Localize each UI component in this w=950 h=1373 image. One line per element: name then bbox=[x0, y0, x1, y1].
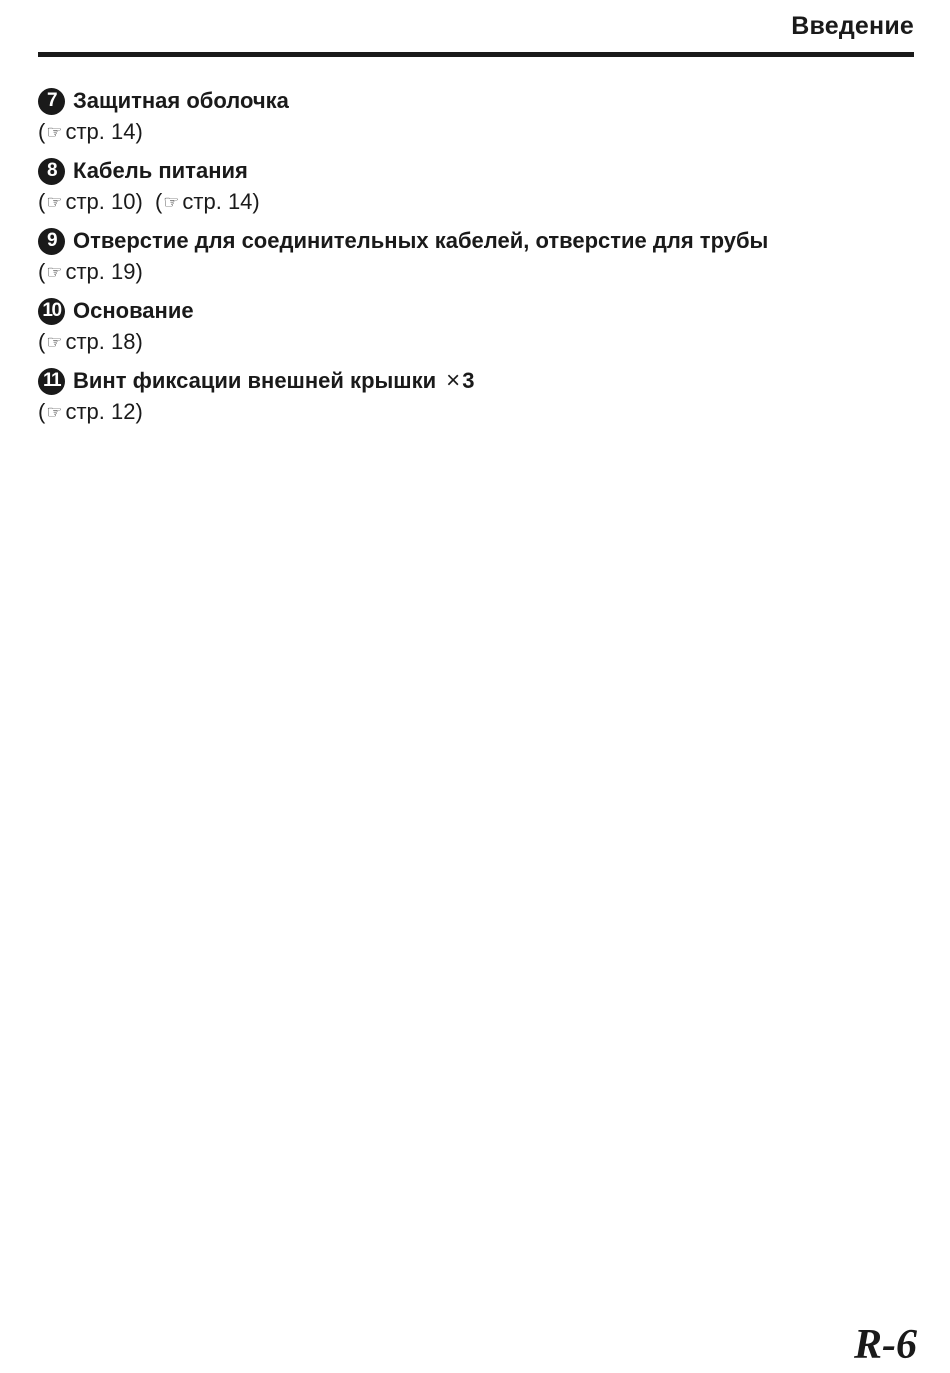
part-name: Защитная оболочка bbox=[73, 88, 289, 113]
section-title: Введение bbox=[791, 12, 914, 40]
part-name: Винт фиксации внешней крышки bbox=[73, 368, 437, 393]
page-reference[interactable]: (☞ стр. 14) bbox=[155, 189, 260, 214]
number-badge-icon: 9 bbox=[38, 228, 65, 255]
part-title-row bbox=[38, 366, 914, 396]
pointing-hand-icon: ☞ bbox=[46, 402, 63, 422]
reference-text: стр. 18 bbox=[65, 329, 136, 354]
reference-text: стр. 10 bbox=[65, 189, 136, 214]
part-title-row bbox=[38, 296, 914, 326]
part-name: Кабель питания bbox=[73, 158, 248, 183]
page-references bbox=[38, 256, 914, 288]
part-item-7 bbox=[38, 86, 914, 148]
page-references bbox=[38, 396, 914, 428]
page-reference[interactable]: (☞ стр. 19) bbox=[38, 259, 143, 284]
reference-text: стр. 19 bbox=[65, 259, 136, 284]
number-badge-icon: 7 bbox=[38, 88, 65, 115]
page-reference[interactable]: (☞ стр. 14) bbox=[38, 119, 143, 144]
part-name: Отверстие для соединительных кабелей, отверстие для трубы bbox=[73, 228, 769, 253]
pointing-hand-icon: ☞ bbox=[163, 192, 180, 212]
part-title-row bbox=[38, 156, 914, 186]
reference-text: стр. 14 bbox=[65, 119, 136, 144]
part-item-8 bbox=[38, 156, 914, 218]
pointing-hand-icon: ☞ bbox=[46, 332, 63, 352]
quantity: 3 bbox=[462, 368, 475, 393]
part-item-11 bbox=[38, 366, 914, 428]
pointing-hand-icon: ☞ bbox=[46, 262, 63, 282]
number-badge-icon: 8 bbox=[38, 158, 65, 185]
page-reference[interactable]: (☞ стр. 18) bbox=[38, 329, 143, 354]
number-badge-icon: 10 bbox=[38, 298, 65, 325]
part-title-row bbox=[38, 86, 914, 116]
reference-text: стр. 12 bbox=[65, 399, 136, 424]
reference-text: стр. 14 bbox=[182, 189, 253, 214]
pointing-hand-icon: ☞ bbox=[46, 192, 63, 212]
multiplier-sign: × bbox=[446, 367, 461, 394]
part-item-10 bbox=[38, 296, 914, 358]
part-title-row bbox=[38, 226, 914, 256]
page-reference[interactable]: (☞ стр. 10) bbox=[38, 189, 143, 214]
header-divider bbox=[38, 52, 914, 57]
parts-list bbox=[38, 86, 914, 436]
part-item-9 bbox=[38, 226, 914, 288]
page-references bbox=[38, 186, 914, 218]
page-references bbox=[38, 116, 914, 148]
page-references bbox=[38, 326, 914, 358]
number-badge-icon: 11 bbox=[38, 368, 65, 395]
page-number: R-6 bbox=[854, 1322, 917, 1368]
page-reference[interactable]: (☞ стр. 12) bbox=[38, 399, 143, 424]
pointing-hand-icon: ☞ bbox=[46, 122, 63, 142]
part-name: Основание bbox=[73, 298, 194, 323]
